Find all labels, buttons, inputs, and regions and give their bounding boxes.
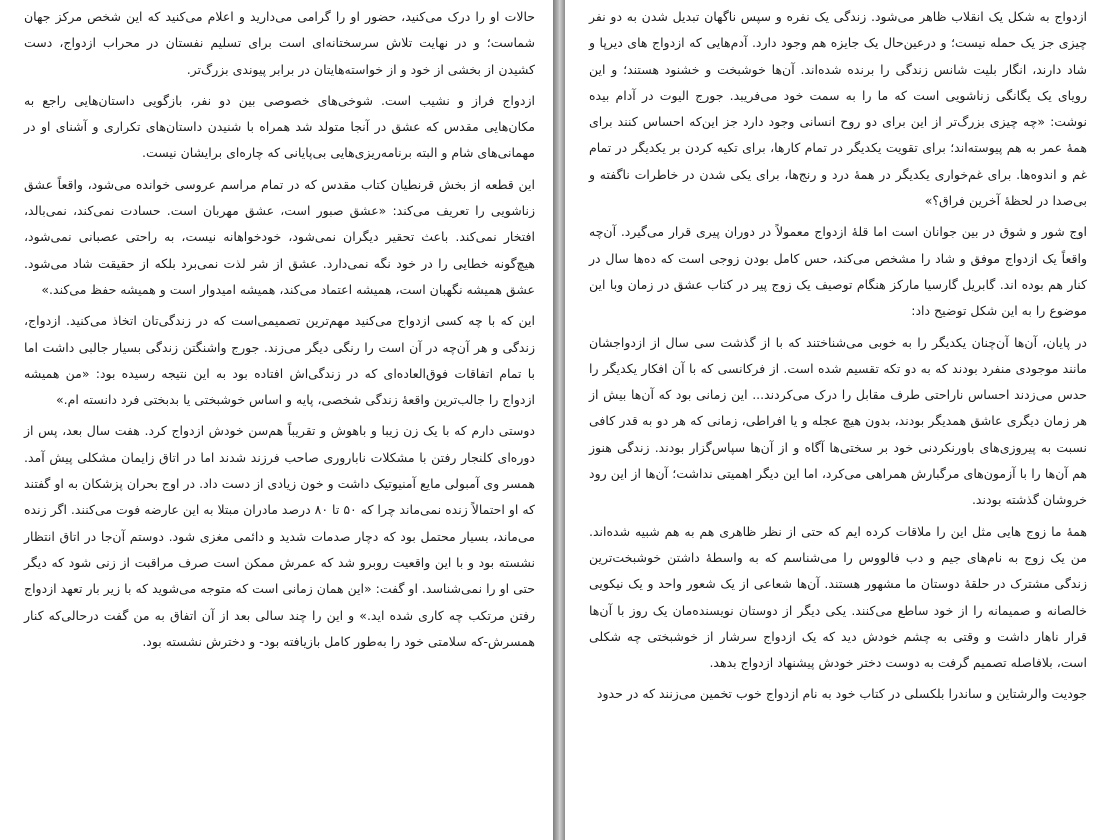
paragraph: دوستی دارم که با یک زن زیبا و باهوش و تقریباً هم‌سن خودش ازدواج کرد. هفت سال بعد، پس از دوره‌ای کلنجار رفتن با مشکلات ناباروری صاحب فرزند شدند اما در اتاق زایمان مشکلی پیش آمد. همسر وی آمبولی مایع آمنیوتیک داشت و خون زیادی از دست داد. در اوج بحران پزشکان به او گفتند که او احتمالاً زنده نمی‌ماند چرا که ۵۰ تا ۸۰ درصد مادران مبتلا به این عارضه فوت می‌کنند. اگر زنده می‌ماند، بسیار محتمل بود که دچار صدمات شدید و دائمی مغزی شود. دوستم آن‌جا در اتاق انتظار نشسته بود و با این واقعیت روبرو شد که عمرش ممکن است صرف مراقبت از زنی شود که دیگر حتی او را نمی‌شناسد. او گفت: «این همان زمانی است که متوجه می‌شوید که با زیر بار تعهد ازدواج رفتن مرتکب چه کاری شده اید.» و این را چند سالی بعد از آن اتفاق به من گفت درحالی‌که کنار همسرش-که سلامتی خود را به‌طور کامل بازیافته بود- و دخترش نشسته بود.	[24, 423, 536, 649]
right-page	[565, 0, 1107, 840]
paragraph: ازدواج به شکل یک انقلاب ظاهر می‌شود. زندگی یک نفره و سپس ناگهان تبدیل شدن به دو نفر چیزی جز یک حمله نیست؛ و درعین‌حال یک جایزه هم وجود دارد. آدم‌هایی که ازدواج های دیرپا و شاد دارند، انگار بلیت شانس زندگی را برنده شده‌اند. آن‌ها خوشبخت و خشنود هستند؛ و این رویای یک یگانگی زناشویی است که ما را به سمت خود می‌فریبد. جورج الیوت در آدام بیده نوشت: «چه چیزی بزرگ‌تر از این برای دو روح انسانی وجود دارد جز این‌که احساس کنند برای همهٔ عمر به هم پیوسته‌اند؛ برای تقویت یکدیگر در تمام کارها، برای تکیه کردن بر یکدیگر در تمام غم و اندوه‌ها. برای غم‌خواری یکدیگر در همهٔ درد و رنج‌ها، برای یکی شدن در خاطرات ناگفته و بی‌صدا در لحظهٔ آخرین فراق؟»	[589, 9, 1087, 209]
left-page-text	[24, 4, 535, 660]
paragraph: حالات او را درک می‌کنید، حضور او را گرامی می‌دارید و اعلام می‌کنید که این شخص مرکز جهان شماست؛ و در نهایت تلاش سرسختانه‌ای است برای تسلیم نفستان در محراب ازدواج، دست کشیدن از بخشی از خود و از خواسته‌هایتان در برابر پیوندی بزرگ‌تر.	[24, 9, 535, 77]
book-spine-gutter	[553, 0, 565, 840]
paragraph: ازدواج فراز و نشیب است. شوخی‌های خصوصی بین دو نفر، بازگویی داستان‌هایی راجع به مکان‌هایی مقدس که عشق در آنجا متولد شد همراه با شنیدن داستان‌های تکراری و آشنای او در مهمانی‌های شام و البته برنامه‌ریزی‌هایی بی‌پایانی که چاره‌ای برایشان نیست.	[24, 92, 535, 161]
paragraph: این قطعه از بخش قرنطیان کتاب مقدس که در تمام مراسم عروسی خوانده می‌شود، واقعاً عشق زناشویی را تعریف می‌کند: «عشق صبور است، عشق مهربان است. حسادت نمی‌کند، نمی‌بالد، افتخار نمی‌کند. باعث تحقیر دیگران نمی‌شود، خودخواهانه نیست، به راحتی عصبانی نمی‌شود، هیچ‌گونه خطایی را در خود نگه نمی‌دارد. عشق از شر لذت نمی‌برد بلکه از حقیقت شاد می‌شود. عشق همیشه نگهبان است، همیشه اعتماد می‌کند، همیشه امیدوار است و همیشه حفظ می‌کند.»	[24, 176, 535, 297]
left-page	[0, 0, 553, 840]
paragraph: در پایان، آن‌ها آن‌چنان یکدیگر را به خوبی می‌شناختند که با از گذشت سی سال از ازدواجشان مانند موجودی منفرد بودند که به دو تکه تقسیم شده است. از فرکانسی که با آن افکار یکدیگر را حدس می‌زدند احساس ناراحتی طرف مقابل را درک می‌کردند... این زمانی بود که آن‌ها بیش از هر زمان دیگری عاشق همدیگر بودند، بدون هیچ عجله و یا افراطی، زمانی که هر دو به قدر کافی نسبت به پیروزی‌های باورنکردنی خود بر سختی‌ها آگاه و از آن‌ها سپاس‌گزار بودند. زندگی هنوز هم آن‌ها را با آزمون‌های مرگبارش همراهی می‌کرد، اما این دیگر اهمیتی نداشت؛ آن‌ها از این رود خروشان گذشته بودند.	[589, 334, 1087, 508]
right-page-text	[589, 4, 1087, 713]
paragraph: اوج شور و شوق در بین جوانان است اما قلهٔ ازدواج معمولاً در دوران پیری قرار می‌گیرد. آن‌چه واقعاً یک ازدواج موفق و شاد را مشخص می‌کند، حس کامل بودن زوجی است که ده‌ها سال در کنار هم بوده اند. گابریل گارسیا مارکز هنگام توصیف یک زوج پیر در کتاب عشق در زمان وبا این موضوع را به این شکل توضیح داد:	[589, 224, 1087, 319]
paragraph: جودیت والرشتاین و ساندرا بلکسلی در کتاب خود به نام ازدواج خوب تخمین می‌زنند که در حدود	[596, 686, 1087, 702]
paragraph: همهٔ ما زوج هایی مثل این را ملاقات کرده ایم که حتی از نظر ظاهری هم به هم شبیه شده‌اند. من یک زوج به نام‌های جیم و دب فالووس را می‌شناسم که به واسطهٔ داشتن خوشبخت‌ترین زندگی مشترک در حلقهٔ دوستان ما مشهور هستند. آن‌ها شعاعی از یک شعور واحد و یک نیکویی خالصانه و صمیمانه را از خود ساطع می‌کنند. یکی دیگر از دوستان نویسنده‌مان یک روز با آن‌ها قرار ناهار داشت و وقتی به چشم خودش دید که یک ازدواج سرشار از خوشبختی چه شکلی است، بلافاصله تصمیم گرفت به دوست دختر خودش پیشنهاد ازدواج بدهد.	[589, 523, 1087, 671]
paragraph: این که با چه کسی ازدواج می‌کنید مهم‌ترین تصمیمی‌است که در زندگی‌تان اتخاذ می‌کنید. ازدواج، زندگی و هر آن‌چه در آن است را رنگی دیگر می‌زند. جورج واشنگتن زندگی بسیار جالبی داشت اما با تمام اتفاقات فوق‌العاده‌ای که در زندگی‌اش افتاده بود به این نتیجه رسیده بود: «من همیشه ازدواج را جالب‌ترین واقعهٔ زندگی شخصی، پایه و اساس خوشبختی یا بدبختی فرد دانسته ام.»	[24, 313, 535, 408]
